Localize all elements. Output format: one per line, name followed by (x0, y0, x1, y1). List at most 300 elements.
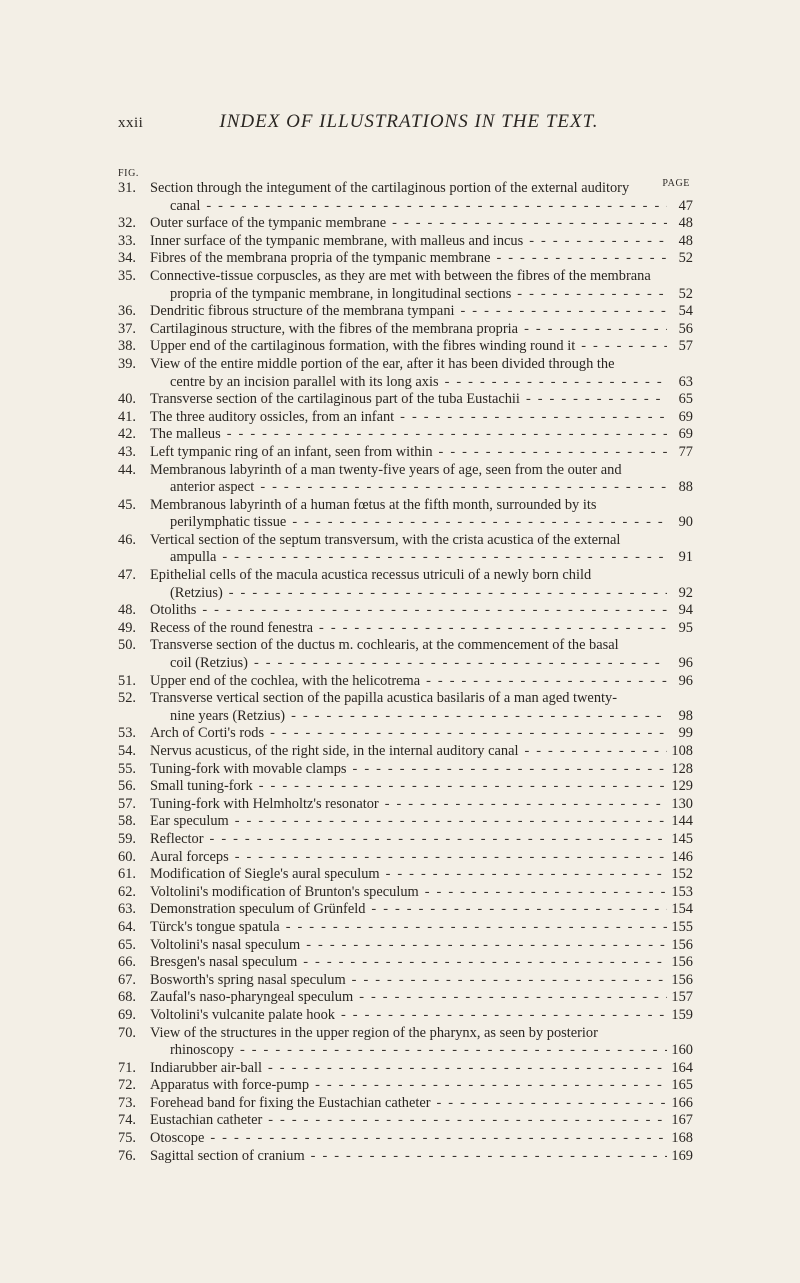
page-ref: 165 (671, 1077, 693, 1094)
figure-number: 59. (118, 830, 136, 847)
dot-leader (433, 444, 667, 462)
entry-title: ampulla (170, 549, 217, 566)
entry-line (118, 937, 693, 955)
figure-number: 31. (118, 180, 136, 196)
entry-title: The three auditory ossicles, from an infant (150, 408, 395, 425)
page-ref: 166 (671, 1094, 693, 1111)
page-ref: 130 (671, 795, 693, 812)
index-entry (118, 901, 693, 919)
figure-number: 65. (118, 936, 136, 953)
page-ref: 48 (678, 215, 693, 232)
figure-number: 61. (118, 866, 136, 883)
entry-line (118, 374, 693, 392)
entry-line (118, 901, 693, 919)
entry-title: Epithelial cells of the macula acustica recessus utriculi of a newly born child (150, 567, 592, 584)
dot-leader (254, 479, 667, 497)
figure-number: 32. (118, 215, 136, 232)
entry-title: Voltolini's nasal speculum (150, 936, 301, 953)
entry-line (118, 602, 693, 620)
dot-leader (347, 761, 667, 779)
entry-line (118, 1095, 693, 1113)
figure-number: 50. (118, 637, 136, 654)
figure-number: 35. (118, 267, 136, 284)
page-ref: 145 (671, 830, 693, 847)
index-entry (118, 1148, 693, 1166)
entry-title: Section through the integument of the cartilaginous portion of the external auditory (150, 180, 630, 196)
index-entry (118, 321, 693, 339)
index-entry (118, 1025, 693, 1060)
index-entry (118, 1112, 693, 1130)
index-entry (118, 303, 693, 321)
figure-number: 75. (118, 1130, 136, 1147)
dot-leader (419, 884, 667, 902)
dot-leader (309, 1077, 667, 1095)
entry-title: propria of the tympanic membrane, in longitudinal sections (170, 285, 512, 302)
entry-line (118, 690, 693, 708)
entry-line (118, 708, 693, 726)
figure-number: 63. (118, 901, 136, 918)
entry-line (118, 796, 693, 814)
dot-leader (511, 286, 667, 304)
entry-title: anterior aspect (170, 479, 255, 496)
entry-line (118, 356, 693, 374)
dot-leader (365, 901, 667, 919)
index-entry (118, 1077, 693, 1095)
page-ref: 98 (678, 707, 693, 724)
dot-leader (229, 813, 667, 831)
entry-line (118, 1130, 693, 1148)
figure-number: 33. (118, 232, 136, 249)
figure-number: 67. (118, 971, 136, 988)
figure-number: 48. (118, 602, 136, 619)
entry-line (118, 585, 693, 603)
figure-number: 45. (118, 496, 136, 513)
index-entry (118, 743, 693, 761)
entry-title: Upper end of the cartilaginous formation, with the fibres winding round it (150, 338, 576, 355)
index-entry (118, 356, 693, 391)
index-entry (118, 884, 693, 902)
page-number: xxii (118, 115, 144, 131)
dot-leader (223, 585, 667, 603)
dot-leader (346, 972, 667, 990)
dot-leader (286, 514, 667, 532)
index-entry (118, 813, 693, 831)
entry-title: Demonstration speculum of Grünfeld (150, 901, 366, 918)
index-entry (118, 972, 693, 990)
page-ref: 48 (678, 232, 693, 249)
page-ref: 156 (671, 954, 693, 971)
entry-title: Transverse vertical section of the papilla acustica basilaris of a man aged twenty- (150, 690, 617, 707)
index-entry (118, 1095, 693, 1113)
index-entry (118, 937, 693, 955)
figure-number: 55. (118, 760, 136, 777)
index-entry (118, 725, 693, 743)
entry-line (118, 479, 693, 497)
figure-number: 70. (118, 1024, 136, 1041)
dot-leader (285, 708, 667, 726)
dot-leader (200, 198, 667, 216)
entry-line (118, 497, 693, 515)
dot-leader (431, 1095, 667, 1113)
page-ref: 129 (671, 778, 693, 795)
dot-leader (280, 919, 667, 937)
figure-number: 51. (118, 672, 136, 689)
page-ref: 94 (678, 602, 693, 619)
index-entry (118, 831, 693, 849)
index-entry (118, 866, 693, 884)
entry-line (118, 637, 693, 655)
entry-title: Otoscope (150, 1130, 205, 1147)
dot-leader (234, 1042, 667, 1060)
entry-line (118, 321, 693, 339)
entry-title: Otoliths (150, 602, 197, 619)
figure-number: 40. (118, 391, 136, 408)
running-head (118, 111, 700, 135)
page-ref: 128 (671, 760, 693, 777)
entry-line (118, 866, 693, 884)
dot-leader (394, 409, 667, 427)
dot-leader (313, 620, 667, 638)
dot-leader (335, 1007, 667, 1025)
entry-line (118, 743, 693, 761)
dot-leader (264, 725, 667, 743)
dot-leader (379, 796, 667, 814)
figure-number: 69. (118, 1006, 136, 1023)
entry-line (118, 673, 693, 691)
figure-number: 71. (118, 1059, 136, 1076)
page-ref: 96 (678, 655, 693, 672)
page-ref: 144 (671, 813, 693, 830)
page-ref: 69 (678, 408, 693, 425)
dot-leader (575, 338, 667, 356)
entry-title: Upper end of the cochlea, with the helicotrema (150, 672, 421, 689)
dot-leader (221, 426, 667, 444)
figure-number: 37. (118, 320, 136, 337)
page-ref: 56 (678, 320, 693, 337)
entry-line (118, 1042, 693, 1060)
index-entry (118, 180, 693, 215)
page-ref: 156 (671, 936, 693, 953)
index-entry (118, 497, 693, 532)
index-entry (118, 426, 693, 444)
entry-line (118, 954, 693, 972)
page-ref: 154 (671, 901, 693, 918)
index-entry (118, 250, 693, 268)
entry-line (118, 514, 693, 532)
entry-title: Arch of Corti's rods (150, 725, 265, 742)
entry-title: Transverse section of the cartilaginous part of the tuba Eustachii (150, 391, 520, 408)
entry-line (118, 1077, 693, 1095)
page-ref: 77 (678, 443, 693, 460)
page-ref: 95 (678, 619, 693, 636)
fig-column-label: FIG. (118, 168, 140, 179)
page-ref: 164 (671, 1059, 693, 1076)
index-entry (118, 796, 693, 814)
index-entry (118, 620, 693, 638)
figure-number: 56. (118, 778, 136, 795)
index-entry (118, 849, 693, 867)
page-ref: 91 (678, 549, 693, 566)
page-ref: 160 (671, 1042, 693, 1059)
entry-title: Membranous labyrinth of a human fœtus at the fifth month, surrounded by its (150, 496, 597, 513)
dot-leader (455, 303, 667, 321)
entry-line (118, 725, 693, 743)
index-entry (118, 532, 693, 567)
entry-title: Türck's tongue spatula (150, 918, 280, 935)
index-entry (118, 268, 693, 303)
entry-line (118, 1148, 693, 1166)
page-ref: 47 (678, 197, 693, 214)
page-ref: 63 (678, 373, 693, 390)
page-ref: 99 (678, 725, 693, 742)
entry-title: View of the structures in the upper region of the pharynx, as seen by posterior (150, 1024, 598, 1041)
entry-title: Zaufal's naso-pharyngeal speculum (150, 989, 354, 1006)
entry-title: Tuning-fork with Helmholtz's resonator (150, 795, 379, 812)
index-entry (118, 1060, 693, 1078)
entry-title: centre by an incision parallel with its long axis (170, 373, 439, 390)
figure-number: 58. (118, 813, 136, 830)
figure-number: 38. (118, 338, 136, 355)
entry-title: Small tuning-fork (150, 778, 253, 795)
entry-line (118, 849, 693, 867)
entry-title: Recess of the round fenestra (150, 619, 314, 636)
entry-title: Reflector (150, 830, 204, 847)
entry-line (118, 620, 693, 638)
entry-line (118, 462, 693, 480)
entry-title: coil (Retzius) (170, 655, 248, 672)
entry-title: Membranous labyrinth of a man twenty-five years of age, seen from the outer and (150, 461, 622, 478)
entry-title: Tuning-fork with movable clamps (150, 760, 347, 777)
figure-number: 62. (118, 883, 136, 900)
index-entry (118, 761, 693, 779)
entry-title: Fibres of the membrana propria of the tympanic membrane (150, 250, 491, 267)
entry-title: Bresgen's nasal speculum (150, 954, 298, 971)
dot-leader (204, 1130, 667, 1148)
entry-line (118, 1112, 693, 1130)
entry-line (118, 268, 693, 286)
page-ref: 57 (678, 338, 693, 355)
page-ref: 152 (671, 866, 693, 883)
entry-title: The malleus (150, 426, 221, 443)
dot-leader (380, 866, 667, 884)
index-entry (118, 954, 693, 972)
figure-number: 42. (118, 426, 136, 443)
figure-number: 41. (118, 408, 136, 425)
entry-line (118, 813, 693, 831)
figure-number: 72. (118, 1077, 136, 1094)
index-entry (118, 338, 693, 356)
entry-line (118, 409, 693, 427)
entry-title: Apparatus with force-pump (150, 1077, 310, 1094)
figure-number: 64. (118, 918, 136, 935)
index-entry (118, 1130, 693, 1148)
dot-leader (353, 989, 667, 1007)
entry-title: Indiarubber air-ball (150, 1059, 262, 1076)
figure-number: 44. (118, 461, 136, 478)
entry-line (118, 303, 693, 321)
figure-number: 74. (118, 1112, 136, 1129)
entry-title: Forehead band for fixing the Eustachian catheter (150, 1094, 431, 1111)
page-column-label: PAGE (662, 178, 690, 189)
entry-line (118, 919, 693, 937)
entry-line (118, 567, 693, 585)
index-entry (118, 602, 693, 620)
index-entry (118, 778, 693, 796)
entry-title: Outer surface of the tympanic membrane (150, 215, 387, 232)
dot-leader (262, 1060, 667, 1078)
entry-line (118, 831, 693, 849)
dot-leader (196, 602, 667, 620)
page-ref: 92 (678, 584, 693, 601)
page-ref: 169 (671, 1147, 693, 1164)
dot-leader (253, 778, 667, 796)
entry-title: canal (170, 197, 201, 214)
entry-title: Modification of Siegle's aural speculum (150, 866, 380, 883)
figure-number: 52. (118, 690, 136, 707)
index-entry (118, 391, 693, 409)
index-entry (118, 567, 693, 602)
page-ref: 167 (671, 1112, 693, 1129)
figure-number: 46. (118, 531, 136, 548)
entry-line (118, 250, 693, 268)
page-title: INDEX OF ILLUSTRATIONS IN THE TEXT. (219, 111, 599, 132)
entry-line (118, 198, 693, 216)
entry-line (118, 778, 693, 796)
page-ref: 153 (671, 883, 693, 900)
index-entry (118, 233, 693, 251)
entry-title: View of the entire middle portion of the ear, after it has been divided through the (150, 355, 615, 372)
index-entry (118, 444, 693, 462)
entry-line (118, 180, 693, 198)
page-ref: 90 (678, 514, 693, 531)
entry-line (118, 761, 693, 779)
dot-leader (297, 954, 667, 972)
index-entry (118, 1007, 693, 1025)
page-ref: 96 (678, 672, 693, 689)
entry-line (118, 233, 693, 251)
figure-number: 39. (118, 355, 136, 372)
page-ref: 146 (671, 848, 693, 865)
entry-title: Bosworth's spring nasal speculum (150, 971, 346, 988)
dot-leader (204, 831, 667, 849)
entry-title: Nervus acusticus, of the right side, in the internal auditory canal (150, 743, 519, 759)
entry-title: Vertical section of the septum transversum, with the crista acustica of the external (150, 531, 621, 548)
page-ref: 156 (671, 971, 693, 988)
dot-leader (420, 673, 667, 691)
figure-number: 60. (118, 848, 136, 865)
figure-number: 36. (118, 303, 136, 320)
entry-title: Cartilaginous structure, with the fibres of the membrana propria (150, 320, 519, 337)
index-entry (118, 462, 693, 497)
entry-title: Connective-tissue corpuscles, as they are met with between the fibres of the membrana (150, 267, 651, 284)
entry-line (118, 989, 693, 1007)
dot-leader (490, 250, 667, 268)
dot-leader (386, 215, 667, 233)
figure-number: 73. (118, 1094, 136, 1111)
index-entry (118, 919, 693, 937)
figure-number: 57. (118, 795, 136, 812)
entry-title: Dendritic fibrous structure of the membrana tympani (150, 303, 455, 320)
entry-title: Aural forceps (150, 848, 229, 865)
figure-number: 43. (118, 443, 136, 460)
index-entry (118, 673, 693, 691)
index-entry (118, 215, 693, 233)
entry-title: Ear speculum (150, 813, 229, 830)
entry-line (118, 549, 693, 567)
figure-number: 47. (118, 567, 136, 584)
entry-line (118, 1007, 693, 1025)
entry-title: Eustachian catheter (150, 1112, 263, 1129)
dot-leader (523, 233, 667, 251)
entry-title: Transverse section of the ductus m. cochlearis, at the commencement of the basal (150, 637, 619, 654)
entry-title: Inner surface of the tympanic membrane, with malleus and incus (150, 232, 524, 249)
index-entry (118, 690, 693, 725)
entry-line (118, 884, 693, 902)
dot-leader (216, 549, 667, 567)
dot-leader (520, 391, 667, 409)
dot-leader (300, 937, 667, 955)
index-entries (118, 180, 693, 1165)
entry-line (118, 338, 693, 356)
entry-title: rhinoscopy (170, 1042, 234, 1059)
entry-line (118, 1060, 693, 1078)
entry-title: nine years (Retzius) (170, 707, 286, 724)
figure-number: 68. (118, 989, 136, 1006)
dot-leader (518, 743, 667, 761)
page-ref: 168 (671, 1130, 693, 1147)
entry-title: (Retzius) (170, 584, 223, 601)
page-ref: 54 (678, 303, 693, 320)
page-ref: 88 (678, 479, 693, 496)
entry-line (118, 215, 693, 233)
index-entry (118, 989, 693, 1007)
dot-leader (439, 374, 667, 392)
entry-title: Left tympanic ring of an infant, seen from within (150, 443, 433, 460)
figure-number: 53. (118, 725, 136, 742)
entry-line (118, 444, 693, 462)
page-ref: 108 (671, 743, 693, 759)
entry-line (118, 972, 693, 990)
figure-number: 66. (118, 954, 136, 971)
page-ref: 155 (671, 918, 693, 935)
entry-line (118, 655, 693, 673)
entry-line (118, 391, 693, 409)
dot-leader (229, 849, 667, 867)
entry-line (118, 426, 693, 444)
dot-leader (518, 321, 667, 339)
index-entry (118, 637, 693, 672)
page-ref: 65 (678, 391, 693, 408)
page-ref: 159 (671, 1006, 693, 1023)
entry-title: Voltolini's modification of Brunton's speculum (150, 883, 419, 900)
page-ref: 69 (678, 426, 693, 443)
entry-line (118, 532, 693, 550)
entry-title: Voltolini's vulcanite palate hook (150, 1006, 335, 1023)
dot-leader (262, 1112, 667, 1130)
figure-number: 49. (118, 619, 136, 636)
entry-line (118, 286, 693, 304)
figure-number: 54. (118, 743, 136, 759)
dot-leader (305, 1148, 667, 1166)
index-entry (118, 409, 693, 427)
figure-number: 34. (118, 250, 136, 267)
figure-number: 76. (118, 1147, 136, 1164)
page-ref: 52 (678, 250, 693, 267)
dot-leader (248, 655, 667, 673)
page-ref: 52 (678, 285, 693, 302)
page-ref: 157 (671, 989, 693, 1006)
entry-line (118, 1025, 693, 1043)
